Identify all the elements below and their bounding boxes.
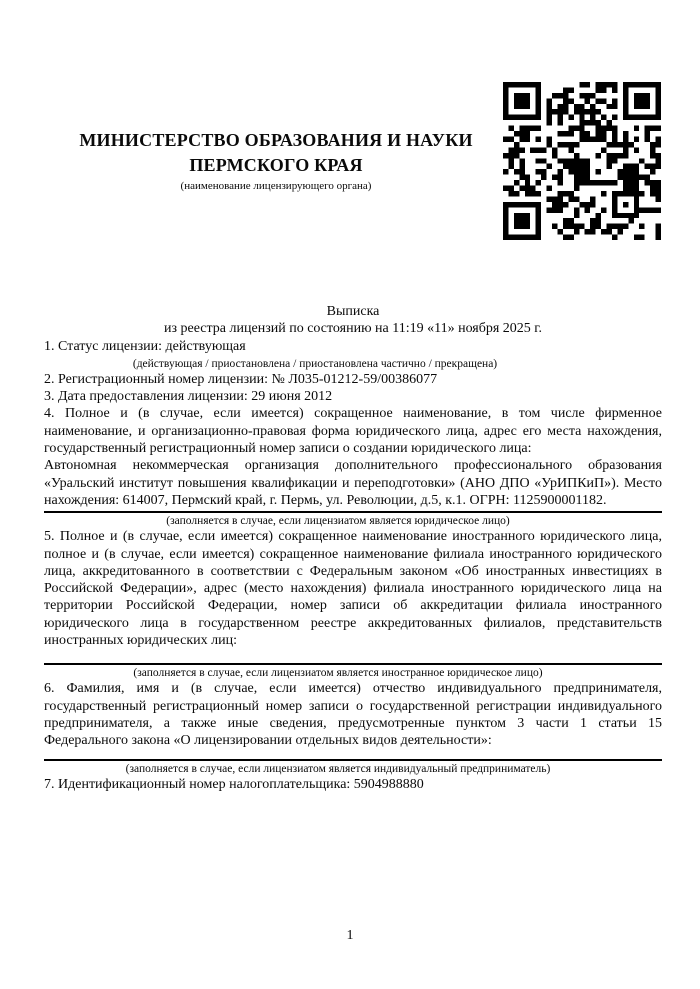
- item-5-fill-line: [44, 663, 662, 665]
- item-5-caption: (заполняется в случае, если лицензиатом является иностранное юридическое лицо): [133, 667, 543, 680]
- item-3-grant-date: 3. Дата предоставления лицензии: 29 июня 2012: [44, 389, 333, 405]
- item-4-legal-entity-label: 4. Полное и (в случае, если имеется) сокращенное наименование, в том числе фирменное наименование, и организационно-правовая форма юридического лица, адрес его места нахождения, государственный регистрационный номер записи о создании юридического лица:: [44, 406, 662, 457]
- item-5-foreign-entity-label: 5. Полное и (в случае, если имеется) сокращенное наименование иностранного юридического лица, полное и (в случае, если имеется) сокращенное наименование филиала иностранного юридического лица, аккредитованного в соответствии с Федеральным законом «Об иностранных инвестициях в Российской Федерации», адрес (место нахождения) филиала иностранного юридического лица на территории Российской Федерации, номер записи об аккредитации филиала иностранного юридического лица в государственном реестре аккредитованных филиалов, представительств иностранных юридических лиц:: [44, 529, 662, 649]
- page-number: 1: [346, 928, 354, 943]
- item-2-registration-number: 2. Регистрационный номер лицензии: № Л035-01212-59/00386077: [44, 371, 438, 387]
- document-title-line2: из реестра лицензий по состоянию на 11:19 «11» ноября 2025 г.: [164, 321, 542, 337]
- qr-code: [503, 82, 661, 240]
- item-1-caption: (действующая / приостановлена / приостановлена частично / прекращена): [132, 357, 498, 370]
- ministry-name-line2: ПЕРМСКОГО КРАЯ: [189, 155, 363, 175]
- item-6-caption: (заполняется в случае, если лицензиатом является индивидуальный предприниматель): [125, 762, 551, 775]
- ministry-header: [44, 128, 508, 193]
- item-4-legal-entity-value: Автономная некоммерческая организация дополнительного профессионального образования «Уральский институт повышения квалификации и переподготовки» (АНО ДПО «УрИПКиП»). Место нахождения: 614007, Пермский край, г. Пермь, ул. Революции, д.5, к.1. ОГРН: 1125900001182.: [44, 458, 662, 508]
- item-4-fill-line: [44, 511, 662, 513]
- item-1-license-status: 1. Статус лицензии: действующая: [44, 338, 246, 354]
- document-title: [44, 303, 662, 338]
- ministry-name-line1: МИНИСТЕРСТВО ОБРАЗОВАНИЯ И НАУКИ: [79, 130, 473, 150]
- item-6-fill-line: [44, 759, 662, 761]
- item-6-entrepreneur-label: 6. Фамилия, имя и (в случае, если имеется) отчество индивидуального предпринимателя, государственный регистрационный номер записи о государственной регистрации индивидуального предпринимателя, а также иные сведения, предусмотренные пунктом 3 части 1 статьи 15 Федерального закона «О лицензировании отдельных видов деятельности»:: [44, 681, 662, 749]
- item-4-caption: (заполняется в случае, если лицензиатом является юридическое лицо): [166, 515, 510, 528]
- licensing-authority-caption: (наименование лицензирующего органа): [180, 180, 372, 192]
- document-title-line1: Выписка: [326, 304, 380, 319]
- item-7-taxpayer-number: 7. Идентификационный номер налогоплательщика: 5904988880: [44, 776, 424, 792]
